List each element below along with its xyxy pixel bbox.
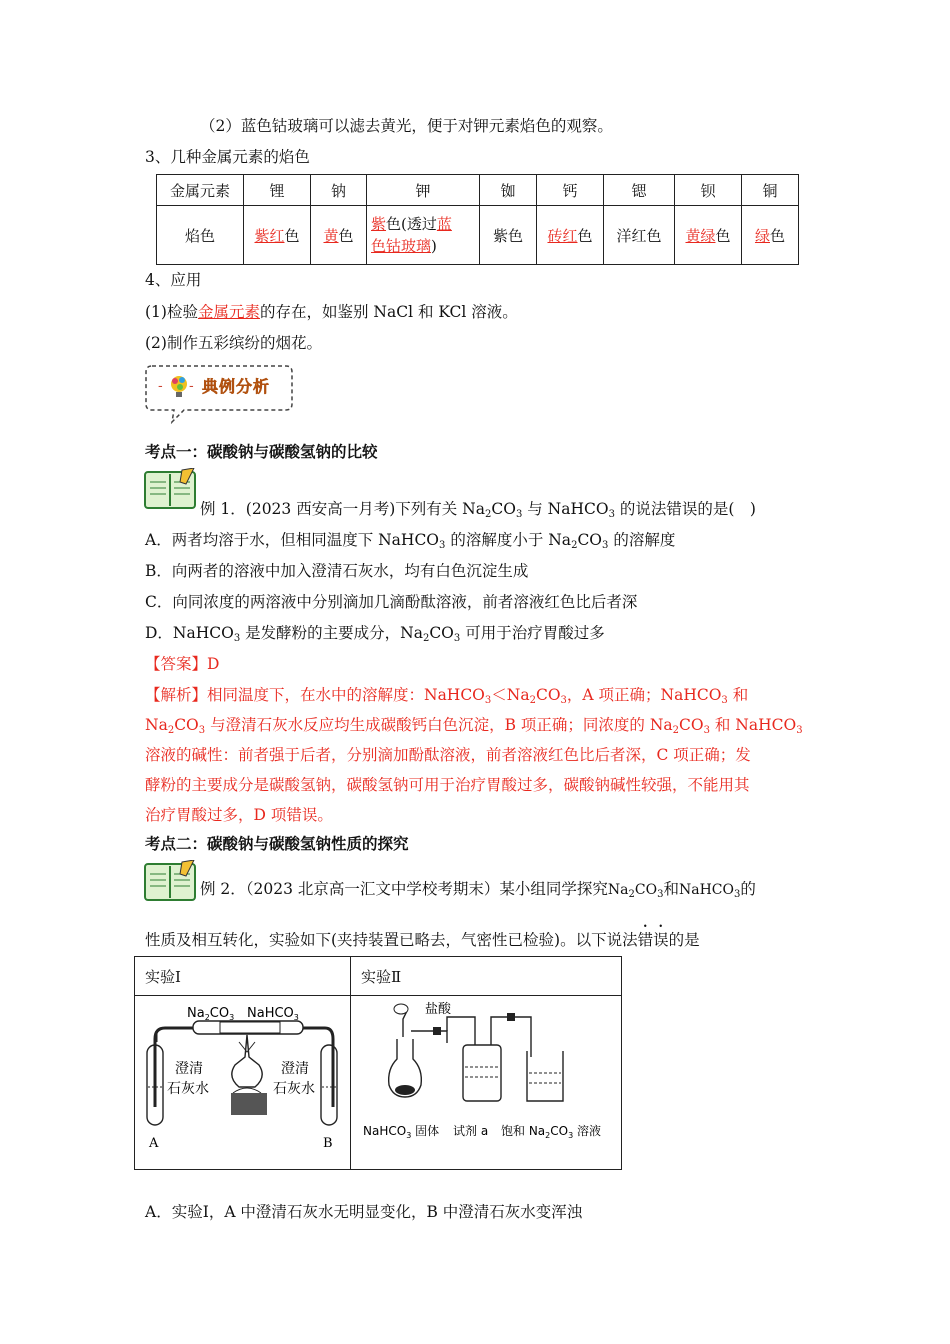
emphasis-text: 错误	[637, 931, 669, 949]
table-cell	[244, 206, 311, 265]
experiment-1-apparatus	[135, 997, 349, 1167]
cell-text: 色	[715, 226, 731, 245]
table-cell	[537, 206, 604, 265]
fig-label-saturated-na2co3: 饱和 $Na_2CO_3$ 溶液	[501, 1124, 601, 1140]
flame-color-table	[156, 174, 799, 265]
analysis-line-5: 治疗胃酸过多，D 项错误。	[145, 806, 333, 824]
table-header-cell: 钾	[367, 175, 480, 206]
table-header-cell: 金属元素	[157, 175, 244, 206]
answer-blank: 黄绿	[685, 226, 716, 245]
svg-text:-: -	[189, 379, 194, 394]
svg-text:-: -	[158, 379, 163, 394]
option-b: B．向两者的溶液中加入澄清石灰水，均有白色沉淀生成	[145, 562, 529, 580]
analysis-line-3: 溶液的碱性：前者强于后者，分别滴加酚酞溶液，前者溶液红色比后者深，C 项正确；发	[145, 746, 751, 764]
table-header-cell: 锂	[244, 175, 311, 206]
book-pencil-icon	[144, 468, 198, 514]
fig-label-na2co3: $Na_2CO_3$	[187, 1006, 235, 1022]
table-cell	[675, 206, 742, 265]
answer-blank: 蓝	[436, 215, 452, 233]
answer-line: 【答案】D	[145, 655, 220, 673]
cell-text: 色	[338, 226, 354, 245]
example-2-question-line-1: 例 2．（2023 北京高一汇文中学校考期末）某小组同学探究$Na_2CO_3$和NaHCO$_3$的	[200, 880, 756, 900]
answer-blank: 砖红	[547, 226, 578, 245]
table-header-cell: 钡	[675, 175, 742, 206]
option-a: A．两者均溶于水，但相同温度下 NaHCO$_3$ 的溶解度小于 $Na_2CO_3$ 的溶解度	[145, 531, 676, 551]
fig-label-hcl: 盐酸	[425, 1002, 452, 1017]
banner-title: 典例分析	[202, 377, 271, 396]
fig-label-limewater-b2: 石灰水	[273, 1081, 315, 1097]
fig-label-limewater-a2: 石灰水	[167, 1081, 209, 1097]
example-1-question: 例 1．(2023 西安高一月考)下列有关 $Na_2CO_3$ 与 NaHCO$_3$ 的说法错误的是( )	[200, 500, 756, 520]
key-point-2-heading: 考点二：碳酸钠与碳酸氢钠性质的探究	[145, 834, 409, 853]
answer-blank: 紫	[371, 215, 387, 233]
table-header-cell: 钙	[537, 175, 604, 206]
application-1: (1)检验金属元素的存在，如鉴别 NaCl 和 KCl 溶液。	[145, 303, 518, 321]
cell-text: 色	[284, 226, 300, 245]
paragraph-cobalt-glass: （2）蓝色钴玻璃可以滤去黄光，便于对钾元素焰色的观察。	[200, 117, 613, 135]
answer-blank: 绿	[754, 226, 770, 245]
fig-label-nahco3: NaHCO$_3$	[247, 1006, 299, 1022]
table-cell: 洋红色	[604, 206, 675, 265]
fig-label-limewater-a: 澄清	[175, 1061, 203, 1077]
fig-label-limewater-b: 澄清	[281, 1061, 309, 1077]
example-2-option-a: A．实验Ⅰ，A 中澄清石灰水无明显变化，B 中澄清石灰水变浑浊	[145, 1203, 583, 1221]
cell-text: 色	[770, 226, 786, 245]
analysis-line-4: 酵粉的主要成分是碳酸氢钠，碳酸氢钠可用于治疗胃酸过多，碳酸钠碱性较强，不能用其	[145, 776, 750, 794]
answer-blank: 金属元素	[197, 303, 260, 321]
cell-text: )	[431, 237, 437, 255]
cell-text: 色(透过	[386, 215, 437, 233]
analysis-line-1: 【解析】相同温度下，在水中的溶解度：$NaHCO_3<Na_2CO_3$，A 项正确；NaHCO$_3$ 和	[145, 686, 749, 706]
table-cell	[367, 206, 480, 265]
experiment-2-header: 实验Ⅱ	[361, 968, 402, 986]
analysis-line-2: $Na_2CO_3$ 与澄清石灰水反应均生成碳酸钙白色沉淀，B 项正确；同浓度的 $Na_2CO_3$ 和 NaHCO$_3$	[145, 716, 803, 736]
experiment-2-apparatus	[351, 997, 619, 1167]
answer-blank: 紫红	[254, 226, 285, 245]
example-analysis-banner	[144, 362, 294, 424]
option-d: D．NaHCO$_3$ 是发酵粉的主要成分，$Na_2CO_3$ 可用于治疗胃酸过多	[145, 624, 605, 644]
example-2-question-line-2: 性质及相互转化，实验如下(夹持装置已略去，气密性已检验)。以下说法错误的是	[145, 931, 700, 949]
section-4-heading: 4、应用	[145, 271, 202, 289]
table-cell	[742, 206, 799, 265]
option-c: C．向同浓度的两溶液中分别滴加几滴酚酞溶液，前者溶液红色比后者深	[145, 593, 638, 611]
section-3-heading: 3、几种金属元素的焰色	[145, 148, 310, 166]
table-row	[157, 206, 799, 265]
answer-blank: 色钴玻璃	[371, 237, 432, 255]
answer-blank: 黄	[323, 226, 339, 245]
book-pencil-icon	[144, 860, 198, 906]
table-row	[157, 175, 799, 206]
fig-label-b: B	[323, 1136, 333, 1151]
table-cell: 焰色	[157, 206, 244, 265]
application-2: (2)制作五彩缤纷的烟花。	[145, 334, 322, 352]
cell-text: 色	[577, 226, 593, 245]
key-point-1-heading: 考点一：碳酸钠与碳酸氢钠的比较	[145, 442, 378, 461]
fig-label-nahco3-solid: NaHCO$_3$ 固体	[363, 1124, 440, 1140]
table-header-cell: 锶	[604, 175, 675, 206]
experiment-table	[134, 956, 622, 1170]
table-cell: 紫色	[480, 206, 537, 265]
table-cell	[311, 206, 367, 265]
table-header-cell: 钠	[311, 175, 367, 206]
table-header-cell: 铷	[480, 175, 537, 206]
table-header-cell: 铜	[742, 175, 799, 206]
experiment-1-header: 实验Ⅰ	[145, 968, 181, 986]
fig-label-reagent-a: 试剂 a	[453, 1124, 489, 1138]
fig-label-a: A	[149, 1136, 159, 1151]
